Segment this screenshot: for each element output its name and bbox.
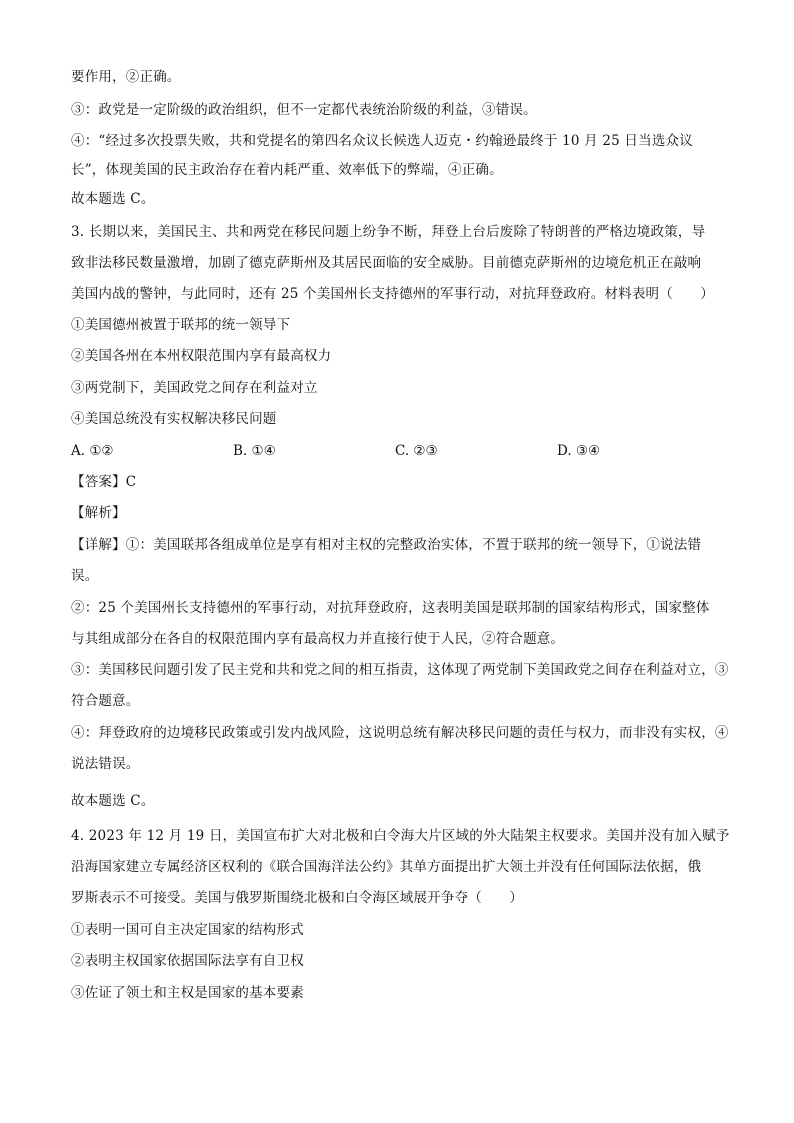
q3-stem-line-2: 致非法移民数量激增，加剧了德克萨斯州及其居民面临的安全威胁。目前德克萨斯州的边境危机正在敲响 [71,255,702,271]
q3-detail-4-line-2: 说法错误。 [71,756,140,772]
q3-statement-3: ③两党制下，美国政党之间存在利益对立 [71,380,318,396]
q3-option-d: D. ③④ [557,443,601,459]
q4-statement-2: ②表明主权国家依据国际法享有自卫权 [71,953,304,969]
q4-stem-line-2: 沿海国家建立专属经济区权利的《联合国海洋法公约》其单方面提出扩大领土并没有任何国际法依据，俄 [71,859,702,875]
q3-option-a: A. ①② [71,443,114,459]
q3-option-b: B. ①④ [233,443,276,459]
prev-conclusion: 故本题选 C。 [71,191,155,207]
q3-detail-2-line-1: ②：25 个美国州长支持德州的军事行动，对抗拜登政府，这表明美国是联邦制的国家结构形式，国家整体 [71,600,710,616]
q3-detail-1-line-2: 误。 [71,568,99,584]
q3-statement-1: ①美国德州被置于联邦的统一领导下 [71,317,291,333]
q3-option-c: C. ②③ [395,443,438,459]
q3-statement-2: ②美国各州在本州权限范围内享有最高权力 [71,348,332,364]
q4-stem-line-1: 4. 2023 年 12 月 19 日，美国宣布扩大对北极和白令海大片区域的外大陆架主权要求。美国并没有加入赋予 [71,828,730,844]
q3-detail-3-line-1: ③：美国移民问题引发了民主党和共和党之间的相互指责，这体现了两党制下美国政党之间存在利益对立，③ [71,662,729,678]
prev-analysis-line-1: 要作用，②正确。 [71,69,181,85]
q3-detail-3-line-2: 符合题意。 [71,693,140,709]
prev-analysis-line-3: ④：“经过多次投票失败，共和党提名的第四名众议长候选人迈克・约翰逊最终于 10 月 25 日当选众议 [71,133,693,149]
q3-options [71,441,731,461]
prev-analysis-line-2: ③：政党是一定阶级的政治组织，但不一定都代表统治阶级的利益，③错误。 [71,102,537,118]
q3-detail-4-line-1: ④：拜登政府的边境移民政策或引发内战风险，这说明总统有解决移民问题的责任与权力，而非没有实权，④ [71,725,729,741]
q3-stem-line-3: 美国内战的警钟，与此同时，还有 25 个美国州长支持德州的军事行动，对抗拜登政府。材料表明（ ） [71,286,715,302]
q4-statement-1: ①表明一国可自主决定国家的结构形式 [71,922,304,938]
q3-stem-line-1: 3. 长期以来，美国民主、共和两党在移民问题上纷争不断，拜登上台后废除了特朗普的严格边境政策，导 [71,224,706,240]
q4-stem-line-3: 罗斯表示不可接受。美国与俄罗斯围绕北极和白令海区域展开争夺（ ） [71,890,524,906]
q3-conclusion: 故本题选 C。 [71,793,155,809]
q3-analysis-heading: 【解析】 [71,505,126,521]
q3-answer: 【答案】C [71,474,137,490]
prev-analysis-line-4: 长”，体现美国的民主政治存在着内耗严重、效率低下的弊端，④正确。 [71,162,503,178]
q3-statement-4: ④美国总统没有实权解决移民问题 [71,411,277,427]
q3-detail-1-line-1: 【详解】①：美国联邦各组成单位是享有相对主权的完整政治实体，不置于联邦的统一领导下，①说法错 [71,537,702,553]
q3-detail-2-line-2: 与其组成部分在各自的权限范围内享有最高权力并直接行使于人民，②符合题意。 [71,631,565,647]
q4-statement-3: ③佐证了领土和主权是国家的基本要素 [71,985,304,1001]
